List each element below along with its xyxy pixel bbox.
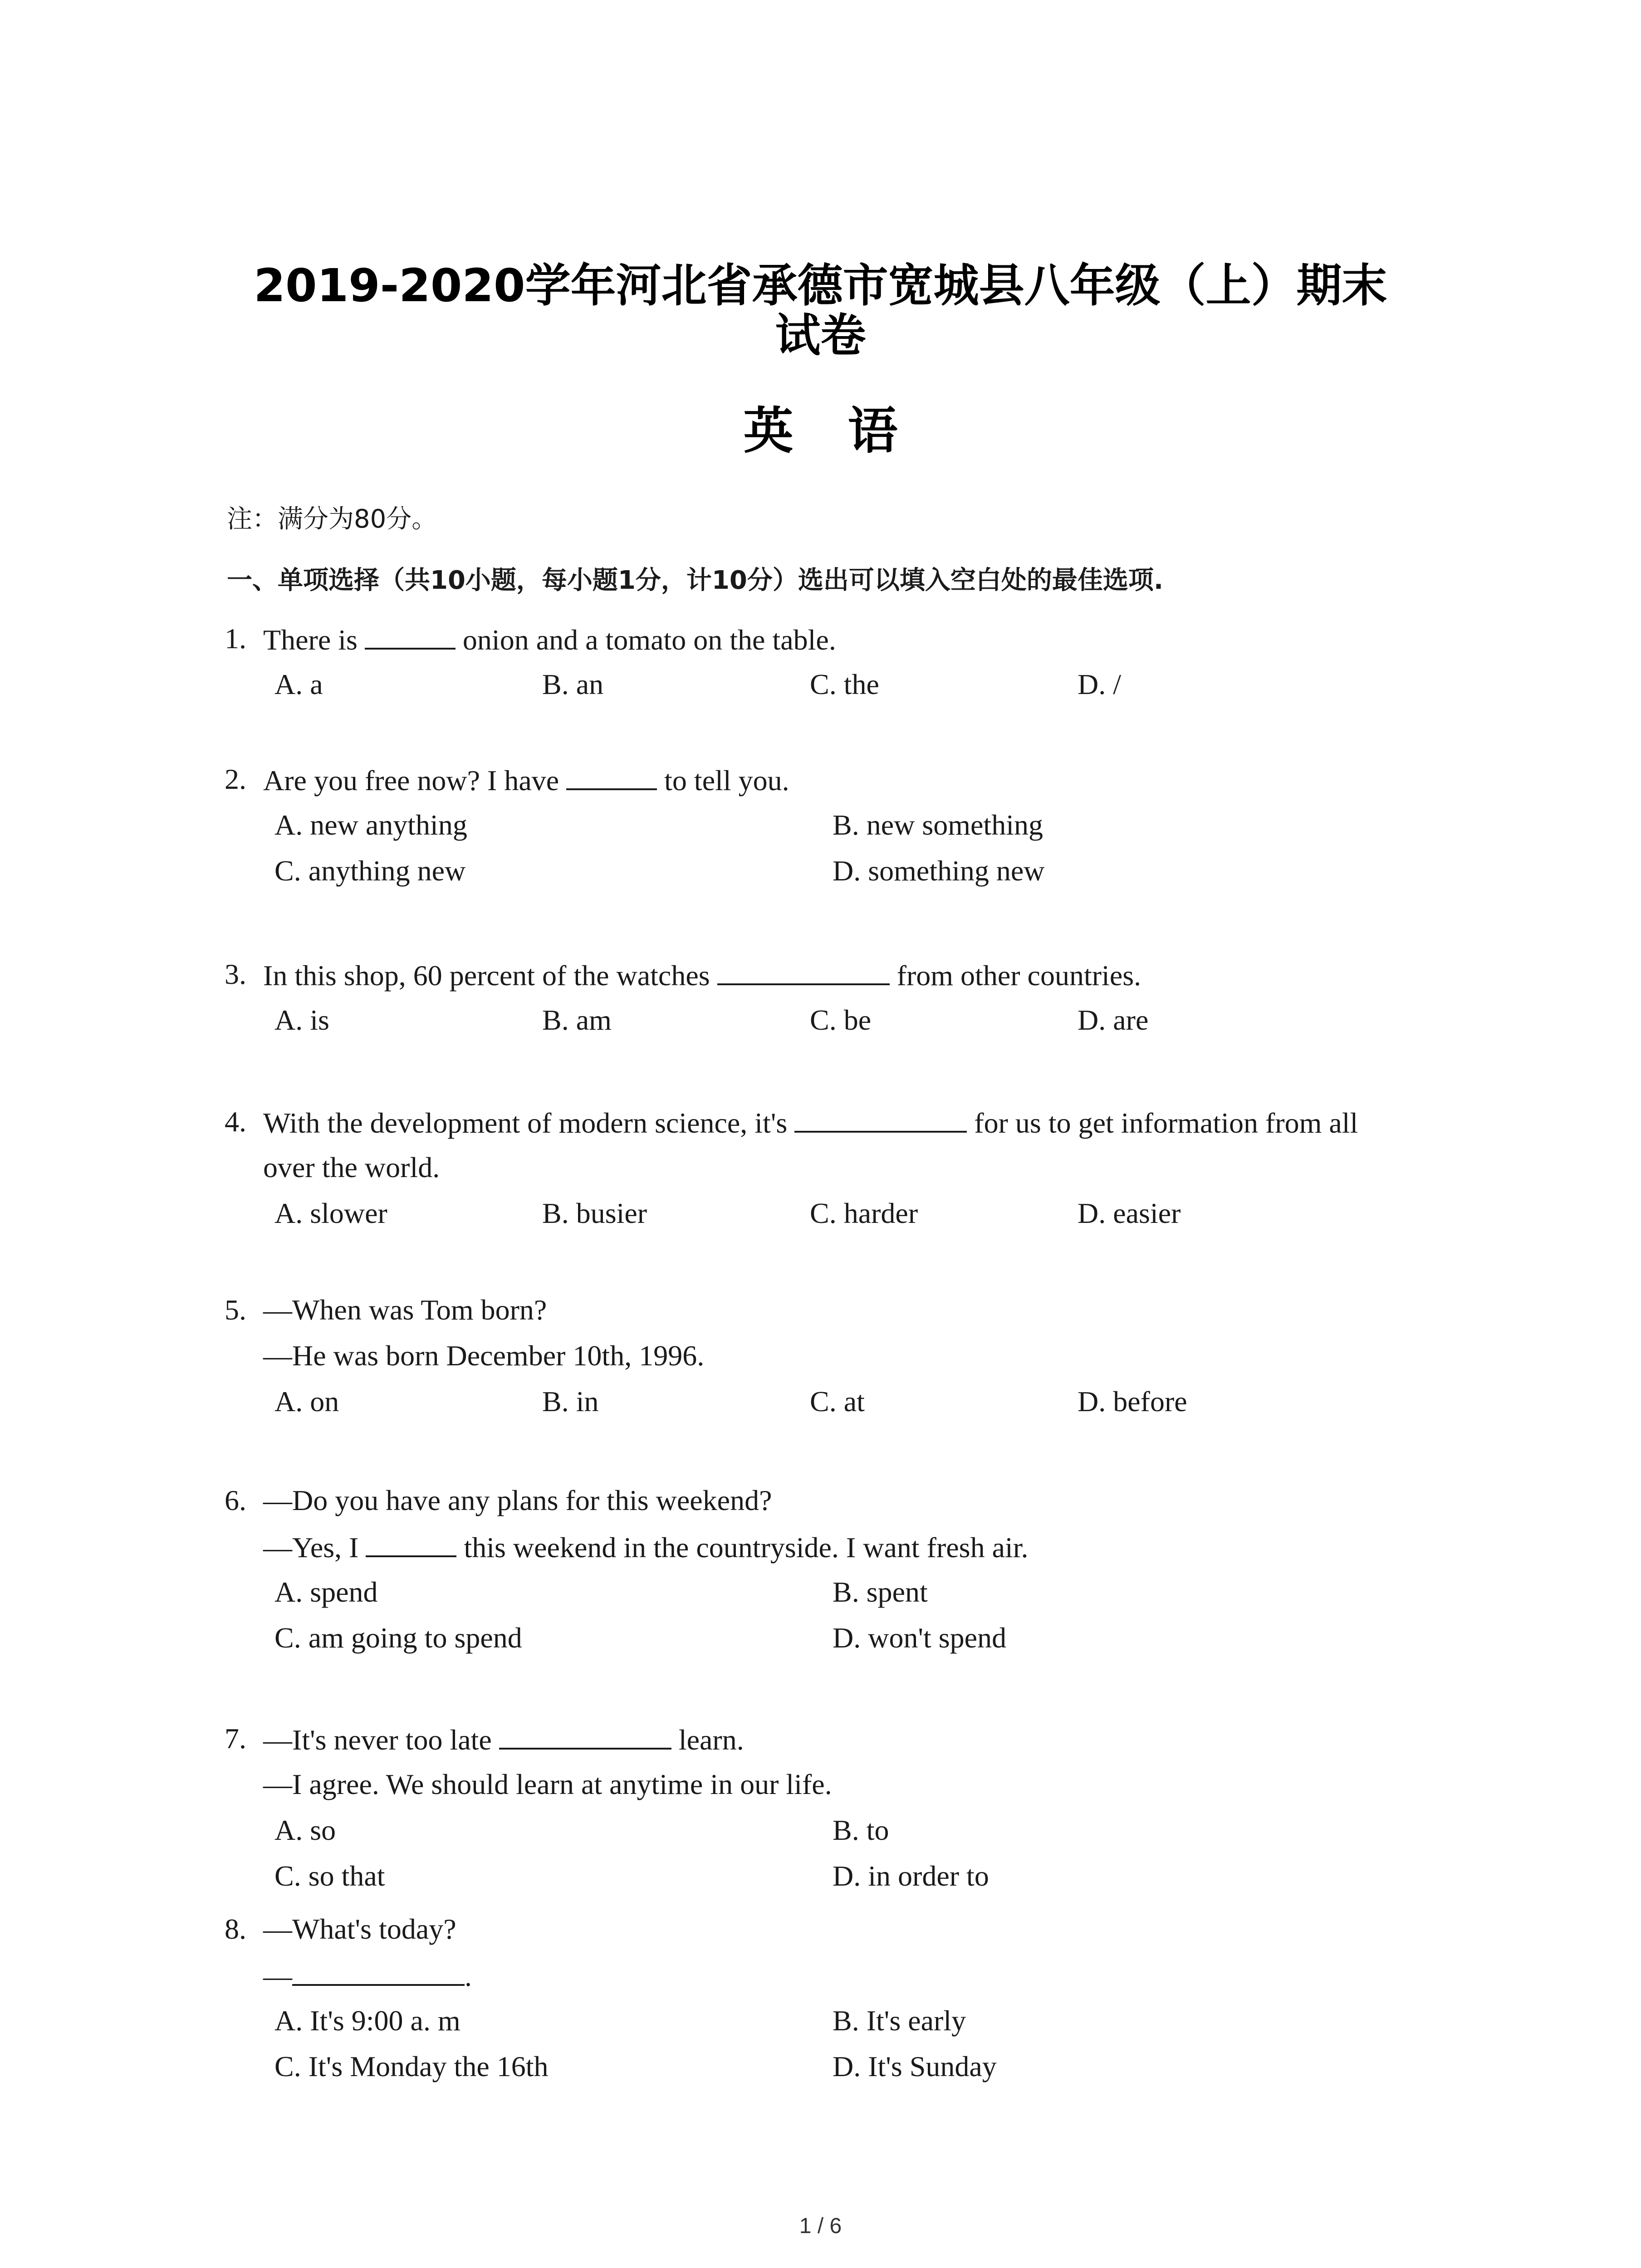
question-number: 1. [225, 622, 246, 655]
exam-subject: 英语 [743, 401, 952, 460]
stem-text-after-blank: for us to get information from all [967, 1107, 1358, 1139]
question-stem-line [263, 762, 789, 798]
stem-text-before-blank: There is [263, 624, 365, 656]
stem-text-after-blank: to tell you. [657, 764, 789, 797]
question-stem-line [263, 1958, 472, 1994]
question-number: 5. [225, 1294, 246, 1326]
answer-blank [717, 957, 890, 985]
question-stem-line [263, 1339, 704, 1373]
option-d: D. won't spend [833, 1622, 1007, 1654]
question-number: 8. [225, 1913, 246, 1945]
section-1-heading: 一、单项选择（共10小题，每小题1分，计10分）选出可以填入空白处的最佳选项. [227, 566, 1164, 595]
stem-text-after-blank: learn. [671, 1724, 744, 1756]
exam-title-line-1: 2019-2020学年河北省承德市宽城县八年级（上）期末 [254, 259, 1387, 312]
option-c: C. harder [810, 1197, 918, 1229]
option-d: D. It's Sunday [833, 2050, 997, 2082]
answer-blank [292, 1958, 465, 1986]
stem-text: —What's today? [263, 1913, 456, 1945]
stem-text: —When was Tom born? [263, 1294, 547, 1326]
option-d: D. in order to [833, 1860, 989, 1892]
option-b: B. to [833, 1814, 889, 1846]
option-d: D. before [1078, 1385, 1187, 1418]
option-c: C. be [810, 1004, 872, 1036]
question-stem-line [263, 1529, 1029, 1565]
stem-text-after-blank: . [465, 1960, 472, 1992]
question-number: 2. [225, 763, 246, 795]
option-b: B. spent [833, 1576, 928, 1608]
option-a: A. slower [274, 1197, 387, 1229]
option-c: C. so that [274, 1860, 385, 1892]
option-b: B. busier [542, 1197, 647, 1229]
stem-text-before-blank: —Yes, I [263, 1531, 366, 1564]
option-d: D. something new [833, 855, 1045, 887]
answer-blank [365, 621, 456, 650]
stem-text-after-blank: this weekend in the countryside. I want fresh air. [456, 1531, 1029, 1564]
stem-text-after-blank: from other countries. [889, 959, 1141, 992]
option-b: B. in [542, 1385, 599, 1418]
answer-blank [566, 762, 657, 790]
question-stem-line [263, 1150, 440, 1185]
option-a: A. It's 9:00 a. m [274, 2004, 460, 2037]
stem-text-after-blank: onion and a tomato on the table. [455, 624, 836, 656]
option-c: C. at [810, 1385, 865, 1418]
option-a: A. so [274, 1814, 336, 1846]
stem-text-before-blank: — [263, 1960, 292, 1992]
stem-text-before-blank: Are you free now? I have [263, 764, 567, 797]
stem-text-before-blank: —It's never too late [263, 1724, 499, 1756]
question-stem-line [263, 1293, 547, 1327]
answer-blank [794, 1105, 967, 1133]
option-d: D. easier [1078, 1197, 1181, 1229]
score-note: 注：满分为80分。 [227, 504, 437, 534]
option-b: B. new something [833, 809, 1043, 841]
question-number: 4. [225, 1105, 246, 1138]
option-a: A. is [274, 1004, 329, 1036]
exam-title-line-2: 试卷 [775, 309, 866, 362]
stem-text-before-blank: In this shop, 60 percent of the watches [263, 959, 717, 992]
stem-text: over the world. [263, 1151, 440, 1183]
option-b: B. am [542, 1004, 612, 1036]
question-stem-line [263, 1767, 832, 1802]
option-c: C. It's Monday the 16th [274, 2050, 549, 2082]
option-a: A. a [274, 668, 323, 700]
stem-text: —Do you have any plans for this weekend? [263, 1484, 772, 1516]
question-stem-line [263, 1912, 456, 1946]
page-number: 1 / 6 [799, 2214, 842, 2238]
option-c: C. am going to spend [274, 1622, 522, 1654]
question-number: 6. [225, 1484, 246, 1516]
option-a: A. spend [274, 1576, 378, 1608]
question-number: 7. [225, 1722, 246, 1755]
option-a: A. new anything [274, 809, 467, 841]
answer-blank [366, 1529, 456, 1557]
stem-text: —I agree. We should learn at anytime in our life. [263, 1768, 832, 1800]
stem-text-before-blank: With the development of modern science, it's [263, 1107, 795, 1139]
question-stem-line [263, 957, 1141, 993]
option-c: C. the [810, 668, 879, 700]
option-b: B. an [542, 668, 604, 700]
option-a: A. on [274, 1385, 339, 1418]
option-d: D. / [1078, 668, 1121, 700]
option-b: B. It's early [833, 2004, 966, 2037]
option-c: C. anything new [274, 855, 466, 887]
stem-text: —He was born December 10th, 1996. [263, 1339, 705, 1372]
answer-blank [499, 1721, 671, 1750]
question-stem-line [263, 1483, 772, 1518]
question-number: 3. [225, 958, 246, 990]
question-stem-line [263, 1105, 1358, 1140]
question-stem-line [263, 1721, 744, 1757]
question-stem-line [263, 621, 836, 657]
option-d: D. are [1078, 1004, 1149, 1036]
